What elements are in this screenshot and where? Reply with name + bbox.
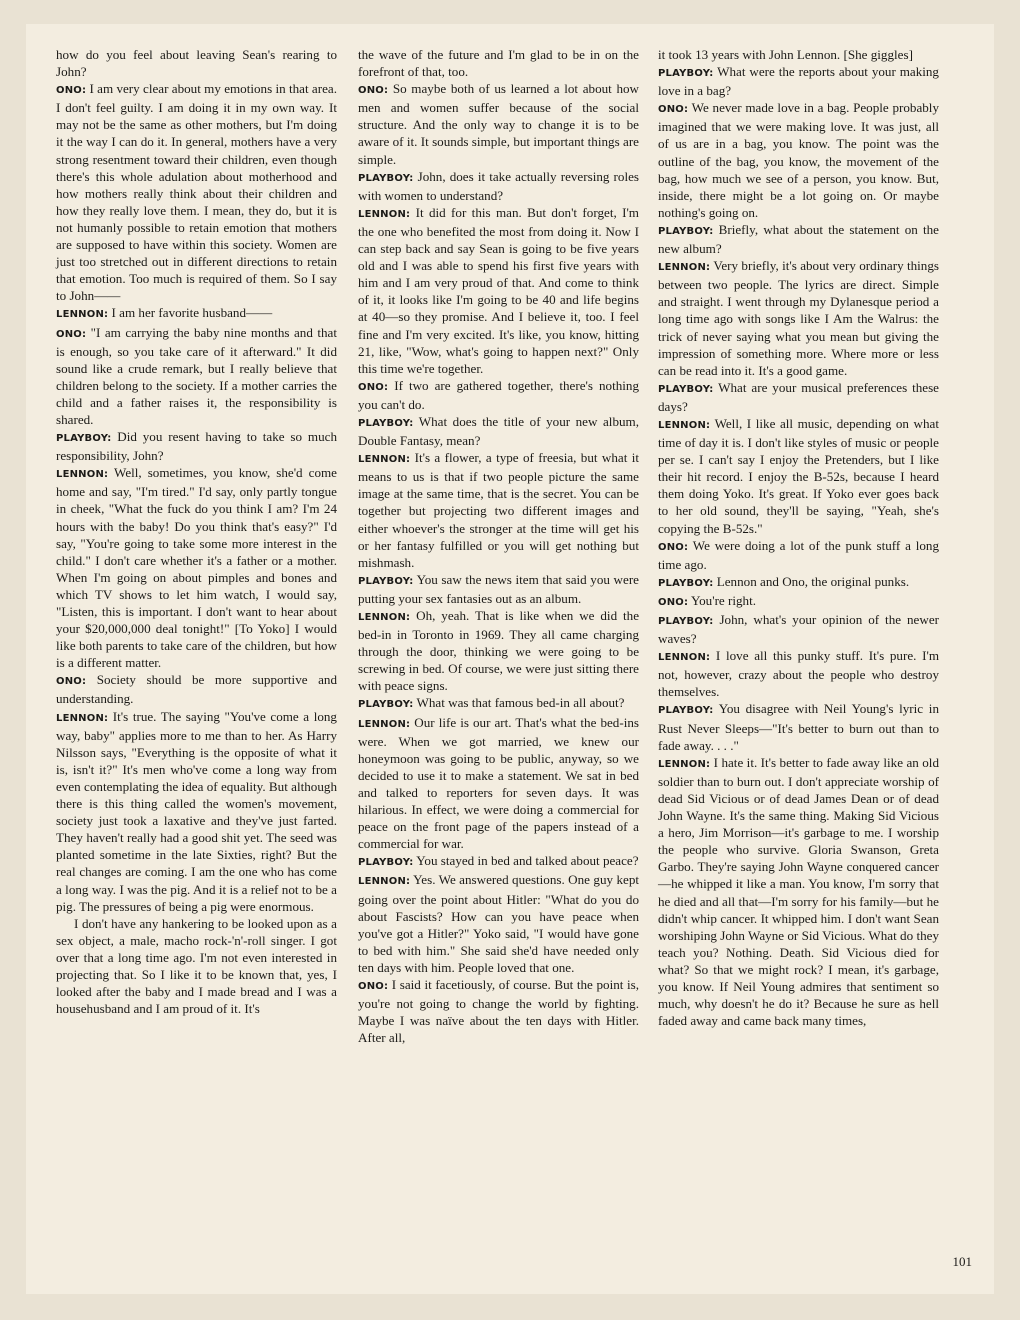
- speaker-label: PLAYBOY:: [658, 616, 714, 627]
- speaker-label: PLAYBOY:: [658, 705, 714, 717]
- speaker-label: LENNON:: [358, 208, 411, 220]
- paragraph-text: Society should be more supportive and understanding.: [56, 672, 337, 707]
- interview-paragraph: [358, 80, 639, 167]
- interview-paragraph: [658, 573, 939, 592]
- interview-paragraph: [358, 571, 639, 607]
- paragraph-text: You saw the news item that said you were putting your sex fantasies out as an album.: [358, 571, 639, 606]
- interview-paragraph: [56, 708, 337, 915]
- speaker-label: ONO:: [658, 104, 689, 116]
- paragraph-text: how do you feel about leaving Sean's rearing to John?: [56, 47, 337, 80]
- speaker-label: ONO:: [358, 980, 389, 992]
- paragraph-text: What are your musical preferences these days?: [658, 379, 939, 414]
- interview-paragraph: [658, 46, 939, 63]
- speaker-label: ONO:: [56, 85, 87, 97]
- interview-paragraph: [358, 377, 639, 413]
- magazine-page: [26, 24, 994, 1294]
- speaker-label: LENNON:: [658, 652, 711, 664]
- paragraph-text: John, does it take actually reversing roles with women to understand?: [358, 168, 639, 203]
- interview-paragraph: [56, 46, 337, 80]
- speaker-label: PLAYBOY:: [658, 68, 714, 80]
- interview-paragraph: [56, 464, 337, 671]
- interview-paragraph: [56, 324, 337, 429]
- speaker-label: LENNON:: [56, 309, 109, 321]
- speaker-label: LENNON:: [658, 262, 711, 274]
- interview-paragraph: [658, 415, 939, 537]
- interview-paragraph: [658, 537, 939, 573]
- interview-paragraph: [658, 257, 939, 379]
- paragraph-text: I love all this punky stuff. It's pure. I'm not, however, crazy about the people who destroy themselves.: [658, 648, 940, 700]
- speaker-label: PLAYBOY:: [358, 417, 414, 429]
- interview-paragraph: [658, 754, 939, 1030]
- interview-paragraph: [358, 449, 639, 571]
- paragraph-text: Well, sometimes, you know, she'd come home and say, "I'm tired." I'd say, only partly tongue in cheek, "What the fuck do you think I am? I'm 24 hours with the baby! Do you think that's easy?" I'd say, "You're going to take some more interest in the child." I don't care whether it's a father or a mother. When I'm going on about pimples and bones and which TV shows to let him watch, I would say, "Listen, this is important. I don't want to hear about your $20,000,000 deal tonight!" [To Yoko] I would like both parents to take care of the children, but how is a different matter.: [56, 465, 337, 671]
- interview-paragraph: [358, 607, 639, 694]
- speaker-label: PLAYBOY:: [358, 699, 414, 711]
- speaker-label: LENNON:: [358, 612, 411, 623]
- speaker-label: ONO:: [658, 541, 689, 553]
- paragraph-text: What was that famous bed-in all about?: [416, 695, 625, 711]
- interview-paragraph: [358, 168, 639, 204]
- interview-paragraph: [56, 304, 337, 323]
- paragraph-text: It's true. The saying "You've come a long way, baby" applies more to me than to her. As Harry Nilsson says, "Everything is the opposite of what it is, isn't it?" It's men who've come a long way from even contemplating the idea of equality. But although there is this thing called the women's movement, society just took a laxative and they've just farted. They haven't really had a good shit yet. The seed was planted sometime in the late Sixties, right? But the real changes are coming. I am the one who has come a long way. I was the pig. And it is a relief not to be a pig. The pressures of being a pig were enormous.: [56, 708, 337, 914]
- paragraph-text: I am her favorite husband——: [111, 305, 273, 321]
- speaker-label: ONO:: [56, 328, 87, 340]
- speaker-label: PLAYBOY:: [56, 433, 112, 445]
- speaker-label: ONO:: [358, 85, 389, 97]
- speaker-label: PLAYBOY:: [358, 172, 414, 184]
- paragraph-text: I am very clear about my emotions in that area. I don't feel guilty. I am doing it in my own way. It may not be the same as other mothers, but I'm doing it the way I can do it. In general, mothers have a very strong resentment toward their children, even though there's this whole adulation about motherhood and how mothers really think about their children and how they really love them. I mean, they do, but it is not humanly possible to retain emotion that mothers are supposed to have within this society. Women are just too stretched out in different directions to retain that emotion. Too much is required of them. So I say to John——: [56, 81, 337, 304]
- paragraph-text: Oh, yeah. That is like when we did the bed-in in Toronto in 1969. They all came charging through the door, thinking we were going to be screwing in bed. Of course, we were just sitting there with peace signs.: [358, 608, 640, 694]
- speaker-label: PLAYBOY:: [658, 225, 714, 237]
- speaker-label: LENNON:: [658, 758, 711, 770]
- paragraph-text: You're right.: [690, 592, 757, 608]
- paragraph-text: the wave of the future and I'm glad to be in on the forefront of that, too.: [358, 47, 639, 80]
- interview-paragraph: [358, 204, 639, 377]
- paragraph-text: We were doing a lot of the punk stuff a long time ago.: [658, 537, 939, 572]
- paragraph-text: John, what's your opinion of the newer waves?: [658, 612, 939, 647]
- interview-paragraph: [358, 46, 639, 80]
- speaker-label: PLAYBOY:: [358, 857, 414, 869]
- paragraph-text: Well, I like all music, depending on what time of day it is. I don't like styles of music or people per se. I can't say I enjoy the Pretenders, but I like their hit record. I enjoy the B-52s, because I heard them doing Yoko. It's great. If Yoko ever goes back to her old sound, they'll be saying, "Yeah, she's copying the B-52s.": [658, 415, 939, 536]
- speaker-label: ONO:: [658, 596, 689, 608]
- speaker-label: LENNON:: [358, 718, 411, 730]
- speaker-label: PLAYBOY:: [658, 577, 714, 589]
- paragraph-text: Briefly, what about the statement on the new album?: [658, 221, 939, 257]
- interview-paragraph: [658, 221, 939, 257]
- speaker-label: ONO:: [358, 381, 389, 393]
- paragraph-text: it took 13 years with John Lennon. [She giggles]: [658, 47, 913, 62]
- interview-paragraph: [658, 63, 939, 99]
- paragraph-text: You stayed in bed and talked about peace?: [416, 853, 639, 869]
- paragraph-text: Lennon and Ono, the original punks.: [716, 573, 910, 589]
- paragraph-text: So maybe both of us learned a lot about how men and women suffer because of the social structure. And the only way to change it is to be aware of it. It sounds simple, but important things are simple.: [358, 81, 639, 167]
- text-column-2: [358, 46, 639, 1046]
- paragraph-text: Our life is our art. That's what the bed-ins were. When we got married, we knew our honeymoon was going to be public, anyway, so we decided to use it to make a statement. We sat in bed and talked to reporters for seven days. It was hilarious. In effect, we were doing a commercial for peace on the front page of the papers instead of a commercial for war.: [358, 714, 639, 852]
- interview-paragraph: [358, 694, 639, 713]
- paragraph-text: What were the reports about your making love in a bag?: [658, 64, 939, 99]
- interview-paragraph: [658, 99, 939, 221]
- interview-paragraph: [658, 592, 939, 611]
- paragraph-text: If two are gathered together, there's nothing you can't do.: [358, 377, 640, 412]
- paragraph-text: I don't have any hankering to be looked upon as a sex object, a male, macho rock-'n'-roll singer. I got over that a long time ago. I'm not even interested in projecting that. So I like it to be known that, yes, I looked after the baby and I made bread and I was a househusband and I am proud of it. It's: [56, 915, 337, 1017]
- interview-paragraph: [658, 700, 939, 753]
- interview-paragraph: [658, 647, 939, 700]
- paragraph-text: Very briefly, it's about very ordinary things between two people. The lyrics are direct. Simple and straight. I went through my Dylanesque period a long time ago with songs like I Am the Walrus: the trick of never saying what you mean but giving the impression of something more. Where more or less can be read into it. It's a good game.: [658, 258, 939, 378]
- interview-paragraph: [56, 428, 337, 464]
- paragraph-text: I hate it. It's better to fade away like an old soldier than to burn out. I don't appreciate worship of dead Sid Vicious or of dead James Dean or of dead John Wayne. It's the same thing. Making Sid Vicious a hero, Jim Morrison—it's garbage to me. I worship the people who survive. Gloria Swanson, Greta Garbo. They're saying John Wayne conquered cancer—he whipped it like a man. You know, I'm sorry that he died and all that—I'm sorry for his family—but he didn't whip cancer. It whipped him. I don't want Sean worshiping John Wayne or Sid Vicious. What do they teach you? Nothing. Death. Sid Vicious died for what? So that we might rock? I mean, it's garbage, you know. If Neil Young admires that sentiment so much, why doesn't he do it? Because he sure as hell faded away and came back many times,: [658, 754, 939, 1029]
- interview-paragraph: [358, 413, 639, 449]
- page-number: 101: [952, 1254, 972, 1269]
- speaker-label: LENNON:: [56, 712, 109, 724]
- interview-paragraph: [56, 80, 337, 304]
- speaker-label: PLAYBOY:: [658, 383, 714, 395]
- speaker-label: LENNON:: [658, 419, 711, 431]
- interview-paragraph: [358, 714, 639, 853]
- interview-paragraph: [358, 871, 639, 976]
- interview-paragraph: [358, 852, 639, 871]
- interview-paragraph: [56, 671, 337, 707]
- paragraph-text: It's a flower, a type of freesia, but what it means to us is that if two people picture the same image at the same time, that is the secret. You can be together but projecting two different images and either whoever's the stronger at the time will get his or her fantasy fulfilled or you will get nothing but mishmash.: [358, 450, 639, 570]
- paragraph-text: You disagree with Neil Young's lyric in Rust Never Sleeps—"It's better to burn out than to fade away. . . .": [658, 701, 939, 753]
- speaker-label: ONO:: [56, 676, 87, 688]
- speaker-label: LENNON:: [56, 469, 109, 481]
- paragraph-text: I said it facetiously, of course. But the point is, you're not going to change the world by fighting. Maybe I was naïve about the ten days with Hitler. After all,: [358, 976, 639, 1046]
- paragraph-text: Yes. We answered questions. One guy kept going over the point about Hitler: "What do you do about Fascists? How can you have peace when you've got a Hitler?" Yoko said, "I would have gone to bed with him." She said she'd have needed only ten days with him. People loved that one.: [358, 872, 640, 975]
- text-column-1: [56, 46, 337, 1017]
- paragraph-text: "I am carrying the baby nine months and that is enough, so you take care of it afterward." It did sound like a crude remark, but I really believe that children belong to the society. If a mother carries the child and a father raises it, the responsibility is shared.: [56, 324, 337, 427]
- paragraph-text: What does the title of your new album, Double Fantasy, mean?: [358, 413, 639, 449]
- paragraph-text: Did you resent having to take so much responsibility, John?: [56, 429, 337, 464]
- interview-paragraph: [658, 379, 939, 415]
- interview-paragraph: [358, 976, 639, 1046]
- interview-paragraph: [658, 611, 939, 647]
- text-column-3: [658, 46, 939, 1029]
- speaker-label: LENNON:: [358, 454, 411, 466]
- interview-paragraph: [56, 915, 337, 1018]
- paragraph-text: We never made love in a bag. People probably imagined that we were making love. It was just, all of us are in a bag, you know. The point was the outline of the bag, you know, the movement of the bag, how much we see of a person, you know. But, inside, there might be a lot going on. Or maybe nothing's going on.: [658, 100, 939, 220]
- speaker-label: LENNON:: [358, 876, 411, 888]
- paragraph-text: It did for this man. But don't forget, I'm the one who benefited the most from doing it. Now I can step back and say Sean is going to be five years old and I was able to spend his first five years with him and I am very proud of that. And come to think of it, it looks like I'm going to be 40 and life begins at 40—so they promise. And I believe it, too. I feel fine and I'm very excited. It's like, you know, hitting 21, like, "Wow, what's going to happen next?" Only this time we're together.: [358, 204, 639, 376]
- speaker-label: PLAYBOY:: [358, 575, 414, 587]
